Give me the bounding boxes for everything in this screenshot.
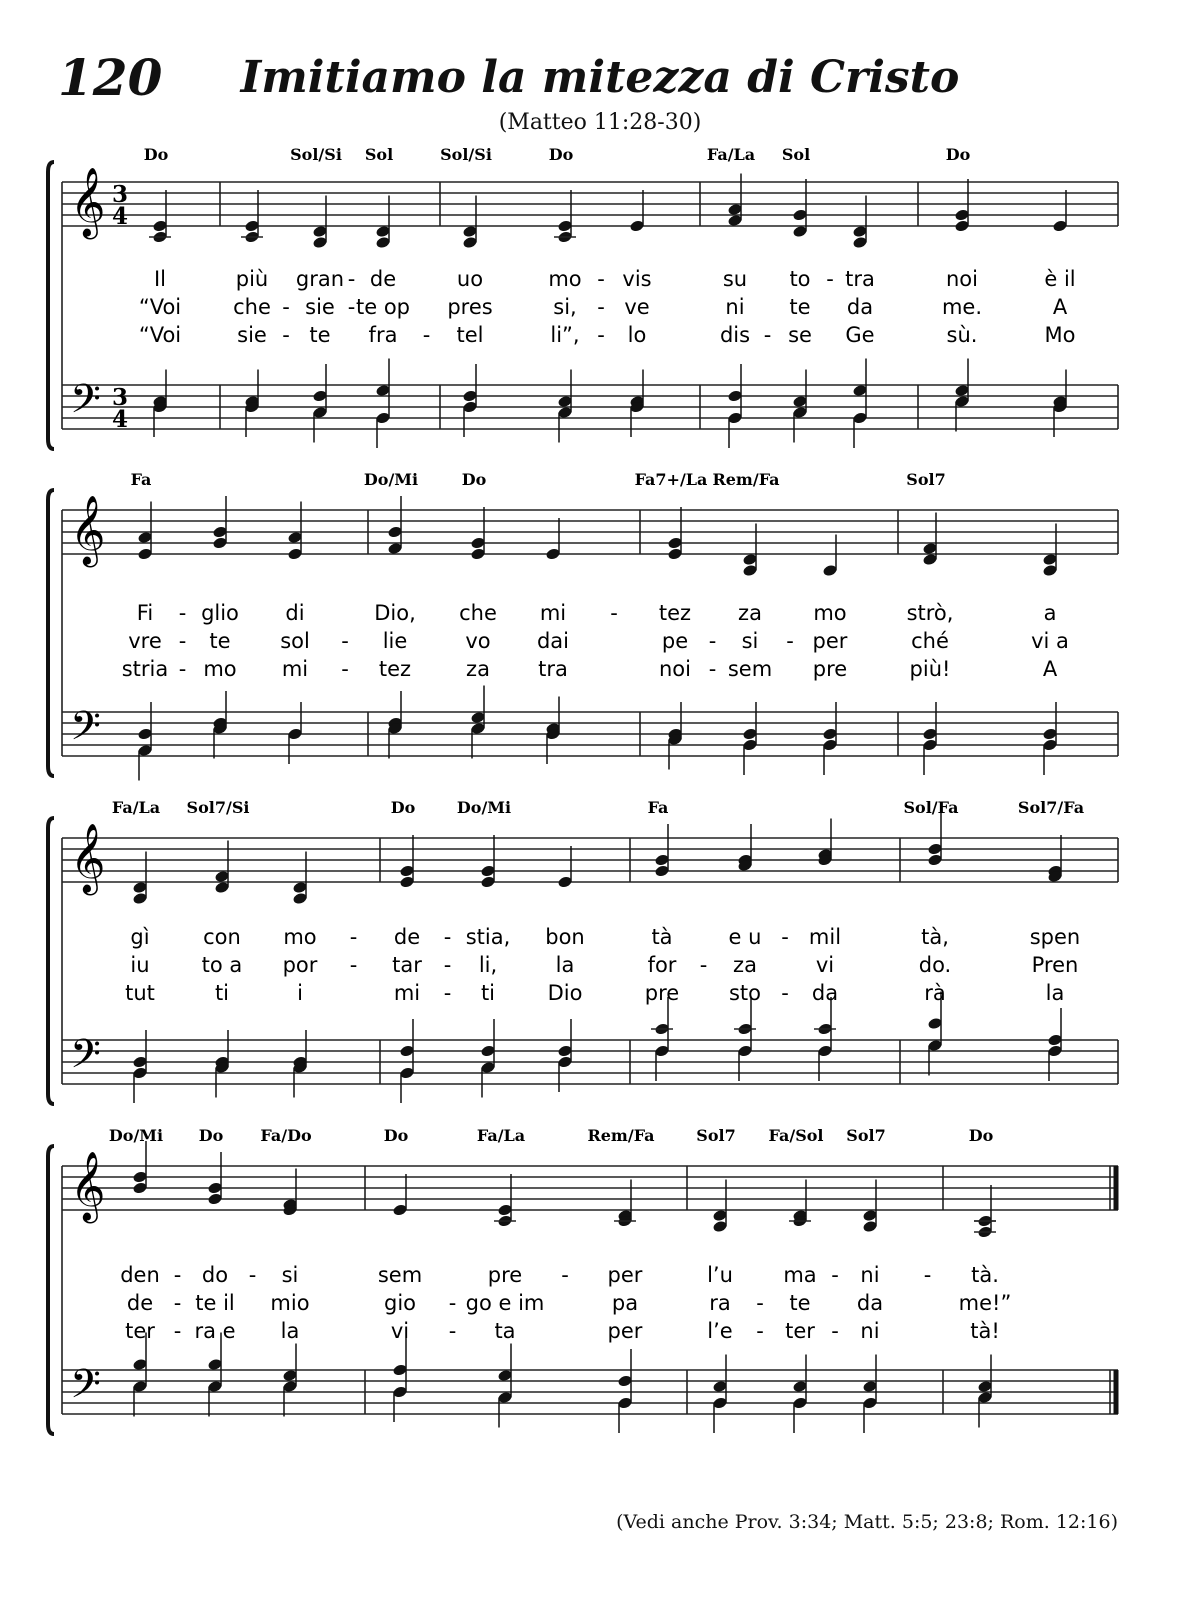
lyric-verse-2: vre	[128, 629, 162, 653]
lyric-verse-2: sol	[280, 629, 310, 653]
treble-clef: 𝄞	[70, 167, 106, 237]
lyric-hyphen: -	[597, 295, 605, 319]
lyric-verse-1: glio	[201, 601, 239, 625]
chord-symbol: Fa	[647, 798, 669, 817]
lyric-verse-2: me.	[941, 295, 983, 319]
lyric-verse-1: mo	[548, 267, 582, 291]
lyric-hyphen: -	[341, 657, 349, 681]
lyric-verse-1: pre	[487, 1263, 523, 1287]
lyric-verse-1: più	[235, 267, 269, 291]
lyric-hyphen: -	[178, 657, 187, 681]
lyric-verse-1: è il	[1044, 267, 1076, 291]
lyric-verse-3: più!	[909, 657, 951, 681]
lyric-verse-3: i	[297, 981, 303, 1005]
lyric-hyphen: -	[347, 267, 356, 291]
lyric-verse-3: mo	[203, 657, 237, 681]
lyric-verse-3: se	[788, 323, 812, 347]
system-4	[48, 1126, 1118, 1434]
lyric-verse-3: sto	[728, 981, 762, 1005]
system-2	[48, 470, 1118, 781]
lyric-verse-3: per	[607, 1319, 643, 1343]
lyric-verse-1: ni	[860, 1263, 880, 1287]
lyric-verse-2: te op	[355, 295, 411, 319]
lyric-verse-2: Pren	[1031, 953, 1079, 977]
chord-symbol: Do/Mi	[108, 1126, 164, 1145]
lyric-verse-2: si	[741, 629, 759, 653]
lyric-verse-3: mi	[281, 657, 309, 681]
lyric-verse-2: te	[789, 1291, 811, 1315]
chord-symbol: Sol/Fa	[903, 798, 959, 817]
lyric-verse-1: ma	[783, 1263, 817, 1287]
lyric-verse-3: ter	[785, 1319, 815, 1343]
lyric-verse-3: noi	[659, 657, 691, 681]
chord-symbol: Do	[383, 1126, 409, 1145]
lyric-verse-3: tra	[538, 657, 568, 681]
lyric-verse-1: gì	[130, 925, 150, 949]
lyric-verse-2: da	[846, 295, 874, 319]
lyric-verse-2: vo	[465, 629, 491, 653]
lyric-verse-1: sem	[377, 1263, 423, 1287]
lyric-verse-3: Mo	[1044, 323, 1076, 347]
lyric-verse-1: do	[201, 1263, 229, 1287]
lyric-verse-1: Il	[153, 267, 167, 291]
lyric-hyphen: -	[756, 1319, 764, 1343]
lyric-verse-1: strò,	[906, 601, 954, 625]
lyric-verse-2: sie	[305, 295, 335, 319]
treble-time-signature-numerator: 3	[112, 181, 129, 208]
lyric-verse-1: l’u	[707, 1263, 733, 1287]
system-3	[48, 798, 1118, 1104]
lyric-verse-2: go e im	[465, 1291, 545, 1315]
lyric-verse-2: tar	[392, 953, 422, 977]
lyric-verse-2: “Voi	[138, 295, 182, 319]
lyric-hyphen: -	[763, 323, 772, 347]
lyric-verse-3: “Voi	[138, 323, 182, 347]
lyric-verse-2: za	[733, 953, 757, 977]
lyric-verse-1: vis	[622, 267, 652, 291]
chord-symbol: Fa/La	[706, 145, 756, 164]
chord-symbol: Do/Mi	[363, 470, 419, 489]
chord-symbol: Sol/Si	[290, 145, 342, 164]
lyric-verse-2: to a	[201, 953, 243, 977]
lyric-verse-2: mio	[270, 1291, 310, 1315]
lyric-verse-3: l’e	[707, 1319, 733, 1343]
see-also-reference: (Vedi anche Prov. 3:34; Matt. 5:5; 23:8; Rom. 12:16)	[616, 1511, 1118, 1533]
chord-symbol: Fa/La	[111, 798, 161, 817]
lyric-verse-2: la	[555, 953, 575, 977]
lyric-verse-3: da	[811, 981, 839, 1005]
lyric-verse-1: mo	[283, 925, 317, 949]
lyric-hyphen: -	[597, 267, 605, 291]
lyric-verse-2: pe	[661, 629, 689, 653]
bass-time-signature-denominator: 4	[112, 406, 129, 433]
lyric-verse-2: vi	[815, 953, 835, 977]
lyric-hyphen: -	[786, 629, 794, 653]
hymn-number: 120	[58, 48, 163, 107]
lyric-verse-2: gio	[383, 1291, 417, 1315]
lyric-verse-1: e u	[728, 925, 762, 949]
lyric-hyphen: -	[282, 295, 290, 319]
lyric-hyphen: -	[178, 629, 187, 653]
chord-symbol: Sol7	[906, 470, 946, 489]
lyric-hyphen: -	[597, 323, 605, 347]
treble-clef: 𝄞	[70, 495, 106, 565]
lyric-verse-3: fra	[368, 323, 398, 347]
lyric-verse-3: tel	[456, 323, 484, 347]
lyric-hyphen: -	[443, 925, 452, 949]
hymn-title: Imitiamo la mitezza di Cristo	[240, 52, 960, 103]
lyric-verse-3: sù.	[946, 323, 978, 347]
lyric-verse-3: ter	[125, 1319, 155, 1343]
lyric-verse-1: a	[1043, 601, 1057, 625]
lyric-hyphen: -	[173, 1291, 182, 1315]
lyric-hyphen: -	[173, 1263, 182, 1287]
system-bracket	[48, 490, 54, 776]
lyric-verse-3: ti	[214, 981, 230, 1005]
lyric-verse-1: con	[203, 925, 241, 949]
lyric-verse-1: stia,	[465, 925, 511, 949]
lyric-hyphen: -	[443, 953, 452, 977]
chord-symbol: Do	[198, 1126, 224, 1145]
lyric-verse-3: dis	[719, 323, 751, 347]
lyric-hyphen: -	[448, 1319, 457, 1343]
lyric-verse-2: te	[789, 295, 811, 319]
lyric-verse-1: gran	[295, 267, 345, 291]
bass-clef: 𝄢	[70, 1361, 101, 1417]
lyric-verse-1: mi	[539, 601, 567, 625]
chord-symbol: Fa/La	[476, 1126, 526, 1145]
lyric-verse-3: pre	[644, 981, 680, 1005]
lyric-hyphen: -	[923, 1263, 932, 1287]
lyric-verse-3: la	[280, 1319, 300, 1343]
scripture-reference: (Matteo 11:28-30)	[498, 110, 702, 135]
chord-symbol: Fa/Do	[260, 1126, 312, 1145]
lyric-verse-1: per	[607, 1263, 643, 1287]
chord-symbol: Do	[548, 145, 574, 164]
lyric-verse-1: uo	[456, 267, 484, 291]
chord-symbol: Sol	[781, 145, 811, 164]
lyric-hyphen: -	[831, 1319, 839, 1343]
lyric-hyphen: -	[831, 1263, 839, 1287]
lyric-verse-2: da	[856, 1291, 884, 1315]
lyric-verse-3: ni	[860, 1319, 880, 1343]
lyric-verse-3: stria	[121, 657, 169, 681]
chord-symbol: Fa7+/La	[634, 470, 708, 489]
lyric-verse-1: di	[285, 601, 305, 625]
lyric-verse-2: do.	[918, 953, 952, 977]
lyric-verse-1: mo	[813, 601, 847, 625]
lyric-hyphen: -	[699, 953, 708, 977]
lyric-verse-2: for	[647, 953, 677, 977]
system-bracket	[48, 162, 54, 449]
lyric-hyphen: -	[610, 601, 618, 625]
lyric-hyphen: -	[178, 601, 187, 625]
lyric-verse-3: te	[309, 323, 331, 347]
lyric-verse-2: lie	[382, 629, 408, 653]
treble-time-signature-denominator: 4	[112, 203, 129, 230]
chord-symbol: Do	[143, 145, 169, 164]
lyric-verse-2: che	[233, 295, 271, 319]
lyric-verse-3: ti	[480, 981, 496, 1005]
lyric-hyphen: -	[781, 981, 789, 1005]
chord-symbol: Sol7/Fa	[1017, 798, 1085, 817]
lyric-verse-3: Ge	[845, 323, 875, 347]
lyric-verse-1: bon	[545, 925, 585, 949]
chord-symbol: Do	[461, 470, 487, 489]
lyric-verse-1: tez	[658, 601, 692, 625]
lyric-verse-3: ta	[494, 1319, 516, 1343]
chord-symbol: Fa/Sol	[768, 1126, 824, 1145]
lyric-verse-3: A	[1042, 657, 1058, 681]
lyric-verse-3: ra e	[194, 1319, 236, 1343]
lyric-verse-1: de	[393, 925, 421, 949]
lyric-verse-3: sie	[237, 323, 267, 347]
bass-time-signature-numerator: 3	[112, 384, 129, 411]
chord-symbol: Do	[390, 798, 416, 817]
chord-symbol: Fa	[130, 470, 152, 489]
lyric-verse-2: si,	[553, 295, 577, 319]
chord-symbol: Sol	[364, 145, 394, 164]
lyric-verse-1: noi	[946, 267, 978, 291]
lyric-verse-2: de	[126, 1291, 154, 1315]
lyric-verse-2: por	[282, 953, 318, 977]
lyric-verse-2: vi a	[1031, 629, 1069, 653]
lyric-hyphen: -	[756, 1291, 764, 1315]
lyric-hyphen: -	[282, 323, 290, 347]
lyric-verse-2: ra	[709, 1291, 731, 1315]
lyric-verse-2: te il	[195, 1291, 235, 1315]
lyric-verse-3: lo	[627, 323, 647, 347]
lyric-verse-1: den	[120, 1263, 160, 1287]
lyric-hyphen: -	[781, 925, 789, 949]
lyric-hyphen: -	[422, 323, 431, 347]
lyric-verse-1: tà.	[971, 1263, 999, 1287]
lyric-verse-1: za	[738, 601, 762, 625]
lyric-verse-3: vi	[390, 1319, 410, 1343]
lyric-hyphen: -	[248, 1263, 257, 1287]
lyric-verse-1: Dio,	[374, 601, 416, 625]
lyric-verse-1: tra	[845, 267, 875, 291]
lyric-verse-3: sem	[727, 657, 773, 681]
chord-symbol: Rem/Fa	[712, 470, 780, 489]
bass-clef: 𝄢	[70, 376, 101, 432]
treble-clef: 𝄞	[70, 823, 106, 893]
lyric-verse-3: pre	[812, 657, 848, 681]
system-1	[48, 145, 1118, 449]
lyric-verse-1: mil	[808, 925, 842, 949]
lyric-verse-2: pres	[447, 295, 493, 319]
bass-clef: 𝄢	[70, 703, 101, 759]
lyric-verse-1: che	[459, 601, 497, 625]
lyric-hyphen: -	[826, 267, 834, 291]
lyric-hyphen: -	[349, 953, 358, 977]
chord-symbol: Do	[968, 1126, 994, 1145]
lyric-verse-2: ni	[725, 295, 745, 319]
lyric-verse-3: Dio	[547, 981, 583, 1005]
lyric-verse-1: si	[281, 1263, 299, 1287]
lyric-verse-3: rà	[924, 981, 946, 1005]
lyric-verse-2: ché	[911, 629, 949, 653]
lyric-verse-1: tà	[651, 925, 673, 949]
lyric-hyphen: -	[349, 925, 358, 949]
lyric-verse-3: mi	[393, 981, 421, 1005]
chord-symbol: Sol/Si	[440, 145, 492, 164]
lyric-verse-2: dai	[536, 629, 570, 653]
lyric-hyphen: -	[341, 629, 349, 653]
lyric-verse-3: tà!	[970, 1319, 1000, 1343]
lyric-verse-2: iu	[130, 953, 150, 977]
lyric-verse-3: la	[1045, 981, 1065, 1005]
chord-symbol: Sol7/Si	[186, 798, 250, 817]
lyric-verse-2: per	[812, 629, 848, 653]
lyric-verse-1: su	[722, 267, 748, 291]
lyric-verse-1: to	[789, 267, 811, 291]
system-bracket	[48, 1146, 54, 1434]
lyric-hyphen: -	[708, 657, 717, 681]
system-bracket	[48, 818, 54, 1104]
chord-symbol: Do/Mi	[456, 798, 512, 817]
chord-symbol: Do	[945, 145, 971, 164]
chord-symbol: Sol7	[696, 1126, 736, 1145]
lyric-verse-2: li,	[478, 953, 498, 977]
lyric-verse-1: tà,	[921, 925, 949, 949]
lyric-hyphen: -	[173, 1319, 182, 1343]
chord-symbol: Sol7	[846, 1126, 886, 1145]
lyric-verse-2: me!”	[958, 1291, 1012, 1315]
lyric-verse-3: tez	[378, 657, 412, 681]
lyric-hyphen: -	[708, 629, 717, 653]
lyric-verse-3: za	[466, 657, 490, 681]
bass-clef: 𝄢	[70, 1031, 101, 1087]
lyric-verse-2: pa	[611, 1291, 639, 1315]
lyric-verse-2: te	[209, 629, 231, 653]
lyric-verse-2: A	[1052, 295, 1068, 319]
lyric-verse-3: tut	[125, 981, 155, 1005]
lyric-hyphen: -	[448, 1291, 457, 1315]
lyric-verse-3: li”,	[550, 323, 580, 347]
lyric-hyphen: -	[443, 981, 452, 1005]
lyric-verse-1: Fi	[136, 601, 154, 625]
treble-clef: 𝄞	[70, 1151, 106, 1221]
chord-symbol: Rem/Fa	[587, 1126, 655, 1145]
lyric-verse-2: ve	[624, 295, 650, 319]
lyric-hyphen: -	[561, 1263, 569, 1287]
lyric-verse-1: spen	[1029, 925, 1081, 949]
lyric-verse-1: de	[369, 267, 397, 291]
lyric-hyphen: -	[347, 295, 356, 319]
